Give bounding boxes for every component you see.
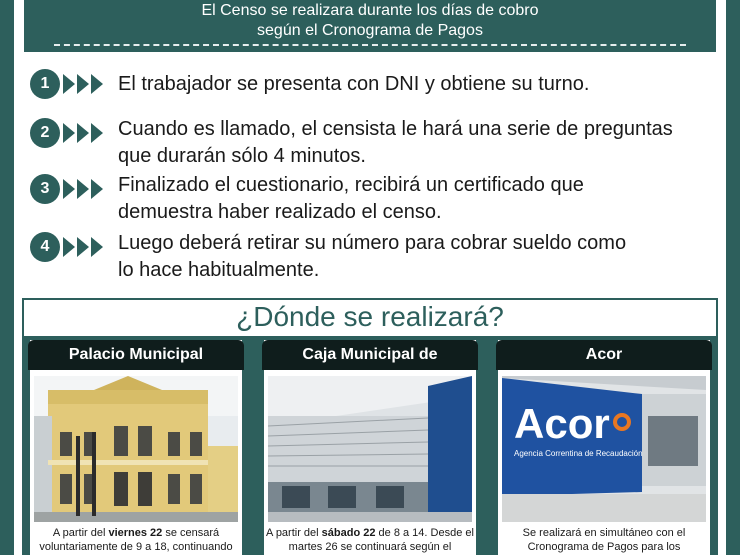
step-4-line-1: Luego deberá retirar su número para cobrar sueldo como (118, 232, 627, 254)
acor-building-image (502, 376, 706, 522)
banner-line-2: según el Cronograma de Pagos (257, 22, 483, 39)
chevron-right-icon (63, 179, 75, 199)
palacio-building-image (34, 376, 238, 522)
step-number-2: 2 (30, 118, 60, 148)
caja-photo (268, 376, 472, 522)
location-card-acor (498, 340, 710, 555)
step-1-line-1: El trabajador se presenta con DNI y obtiene su turno. (118, 73, 590, 95)
step-text (118, 230, 708, 284)
step-text (118, 172, 708, 226)
step-text (118, 71, 708, 98)
caja-building-image (268, 376, 472, 522)
location-card-caja (264, 340, 476, 555)
chevron-right-icon (77, 123, 89, 143)
location-text-before: A partir del (52, 527, 109, 539)
step-badge (30, 232, 116, 262)
step-3-line-2: demuestra haber realizado el censo. (118, 201, 442, 223)
schedule-banner (24, 0, 716, 52)
step-2-line-1: Cuando es llamado, el censista le hará una serie de preguntas (118, 118, 673, 140)
location-title: Palacio Municipal (28, 340, 244, 370)
location-text-after: de 8 a 14. Desde el martes 26 se continuará según el (288, 527, 474, 553)
chevron-right-icon (91, 237, 103, 257)
step-4-line-2: lo hace habitualmente. (118, 259, 320, 281)
step-2-line-2: que durarán sólo 4 minutos. (118, 145, 366, 167)
chevron-right-icon (91, 74, 103, 94)
location-description (500, 526, 708, 554)
location-text-after: se censará voluntariamente de 9 a 18, continuando (39, 527, 233, 553)
location-card-palacio (30, 340, 242, 555)
banner-line-1: El Censo se realizara durante los días de cobro (201, 2, 539, 19)
chevron-right-icon (63, 237, 75, 257)
location-title: Caja Municipal de (262, 340, 478, 370)
chevron-right-icon (63, 74, 75, 94)
chevron-right-icon (63, 123, 75, 143)
location-text-before: A partir del (266, 527, 322, 539)
poster-sheet (14, 0, 726, 555)
chevron-right-icon (77, 74, 89, 94)
step-text (118, 116, 708, 170)
step-3-line-1: Finalizado el cuestionario, recibirá un certificado que (118, 174, 584, 196)
step-number-3: 3 (30, 174, 60, 204)
step-badge (30, 69, 116, 99)
location-text-bold: sábado 22 (321, 527, 376, 539)
location-title: Acor (496, 340, 712, 370)
chevron-right-icon (91, 179, 103, 199)
acor-logo: Acor (514, 400, 610, 447)
where-heading: ¿Dónde se realizará? (22, 298, 718, 336)
location-description (32, 526, 240, 554)
location-description (266, 526, 474, 554)
acor-tagline: Agencia Correntina de Recaudación (514, 449, 643, 458)
chevron-right-icon (77, 179, 89, 199)
step-number-1: 1 (30, 69, 60, 99)
step-badge (30, 174, 116, 204)
location-text-before: Se realizará en simultáneo con el Cronograma de Pagos para los (522, 527, 686, 553)
step-badge (30, 118, 116, 148)
banner-dashed-divider (54, 44, 686, 46)
acor-photo (502, 376, 706, 522)
chevron-right-icon (77, 237, 89, 257)
chevron-right-icon (91, 123, 103, 143)
step-number-4: 4 (30, 232, 60, 262)
location-text-bold: viernes 22 (108, 527, 163, 539)
palacio-photo (34, 376, 238, 522)
